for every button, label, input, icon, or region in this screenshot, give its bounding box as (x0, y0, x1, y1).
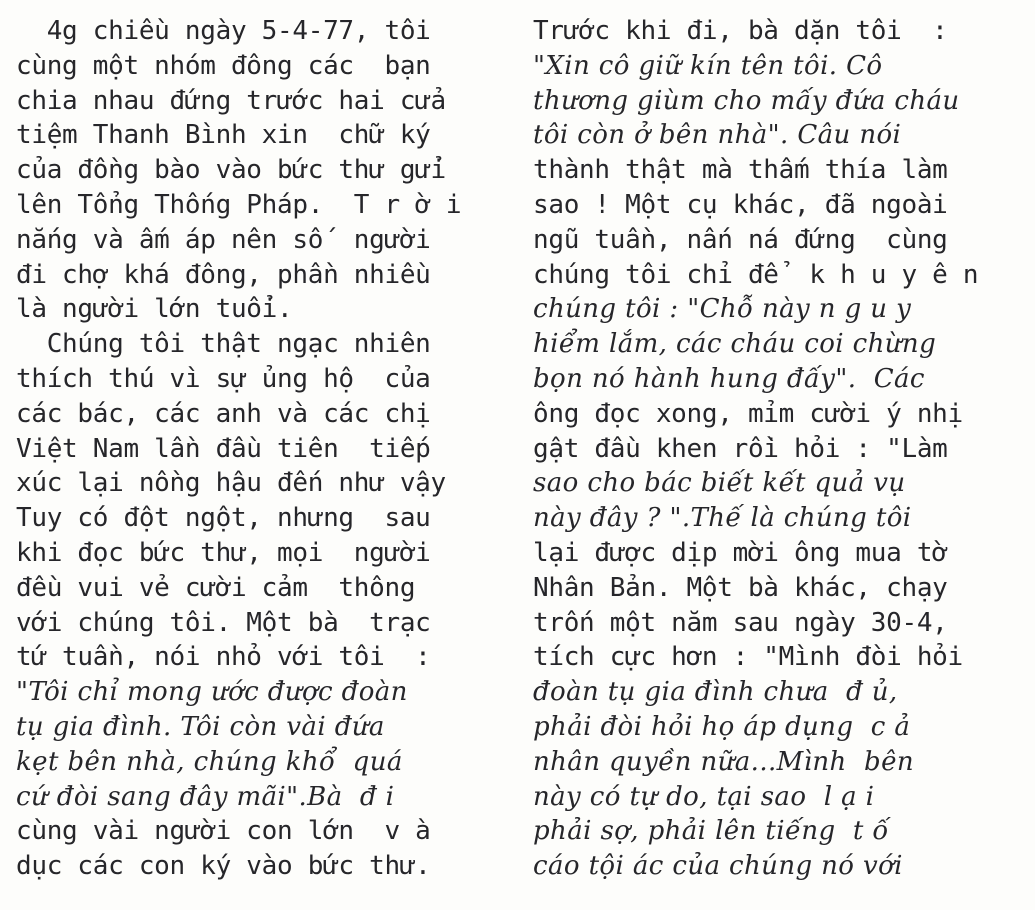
text-line: chia nhau đứng trước hai cửa (16, 85, 446, 116)
text-line: tôi còn ở bên nhà". Câu nói (533, 120, 902, 151)
text-line: đoàn tụ gia đình chưa đ ủ, (533, 677, 898, 708)
text-line: Việt Nam lần đầu tiên tiếp (16, 433, 431, 464)
text-line: thành thật mà thấm thía làm (533, 155, 948, 186)
text-line: xúc lại nồng hậu đến như vậy (16, 468, 446, 499)
text-line: khi đọc bức thư, mọi người (16, 537, 431, 568)
text-line: cứ đòi sang đây mãi".Bà đ i (16, 781, 395, 812)
text-line: 4g chiều ngày 5-4-77, tôi (16, 16, 431, 46)
text-line: thích thú vì sự ủng hộ của (16, 363, 431, 394)
text-line: hiểm lắm, các cháu coi chừng (533, 329, 937, 360)
text-line: này đây ? ".Thế là chúng tôi (533, 503, 912, 534)
text-line: với chúng tôi. Một bà trạc (16, 607, 431, 638)
text-line: tiệm Thanh Bình xin chữ ký (16, 120, 431, 151)
text-line: các bác, các anh và các chị (16, 398, 431, 429)
text-line: Tuy có đột ngột, nhưng sau (16, 503, 431, 534)
text-line: "Tôi chỉ mong ước được đoàn (16, 677, 408, 708)
text-line: nhân quyền nữa...Mình bên (533, 746, 915, 777)
text-line: lên Tổng Thống Pháp. T r ờ i (16, 189, 462, 220)
text-line: thương giùm cho mấy đứa cháu (533, 85, 960, 116)
text-line: tứ tuần, nói nhỏ với tôi : (16, 642, 431, 673)
text-line: gật đầu khen rồi hỏi : "Làm (533, 433, 948, 464)
text-line: đi chợ khá đông, phần nhiều (16, 259, 431, 290)
text-line: của đồng bào vào bức thư gửi (16, 155, 446, 186)
text-line: lại được dịp mời ông mua tờ (533, 537, 948, 568)
text-line: phải đòi hỏi họ áp dụng c ả (533, 711, 911, 742)
text-line: "Xin cô giữ kín tên tôi. Cô (533, 50, 883, 81)
text-line: tụ gia đình. Tôi còn vài đứa (16, 711, 385, 742)
text-line: Nhân Bản. Một bà khác, chạy (533, 572, 948, 603)
right-column (533, 14, 1013, 884)
text-line: là người lớn tuổi. (16, 294, 293, 325)
text-line: này có tự do, tại sao l ạ i (533, 781, 875, 812)
left-column (16, 14, 494, 884)
text-line: bọn nó hành hung đấy". Các (533, 363, 925, 394)
text-line: kẹt bên nhà, chúng khổ quá (16, 746, 403, 777)
text-line: sao ! Một cụ khác, đã ngoài (533, 189, 948, 220)
text-line: cáo tội ác của chúng nó với (533, 851, 903, 882)
text-line: ông đọc xong, mỉm cười ý nhị (533, 398, 963, 429)
text-line: Trước khi đi, bà dặn tôi : (533, 16, 948, 46)
text-line: sao cho bác biết kết quả vụ (533, 468, 906, 499)
text-line: phải sợ, phải lên tiếng t ố (533, 816, 889, 847)
text-line: Chúng tôi thật ngạc nhiên (16, 329, 431, 360)
text-line: ngũ tuần, nấn ná đứng cùng (533, 224, 948, 255)
text-line: dục các con ký vào bức thư. (16, 851, 431, 882)
text-line: chúng tôi chỉ để k h u y ê n (533, 259, 979, 290)
text-line: cùng vài người con lớn v à (16, 816, 431, 847)
text-line: tích cực hơn : "Mình đòi hỏi (533, 642, 963, 673)
text-line: đều vui vẻ cười cảm thông (16, 572, 416, 603)
text-line: trốn một năm sau ngày 30-4, (533, 607, 948, 638)
text-line: cùng một nhóm đông các bạn (16, 50, 431, 81)
text-line: chúng tôi : "Chỗ này n g u y (533, 294, 912, 325)
text-line: nắng và ấm áp nên số người (16, 224, 431, 255)
